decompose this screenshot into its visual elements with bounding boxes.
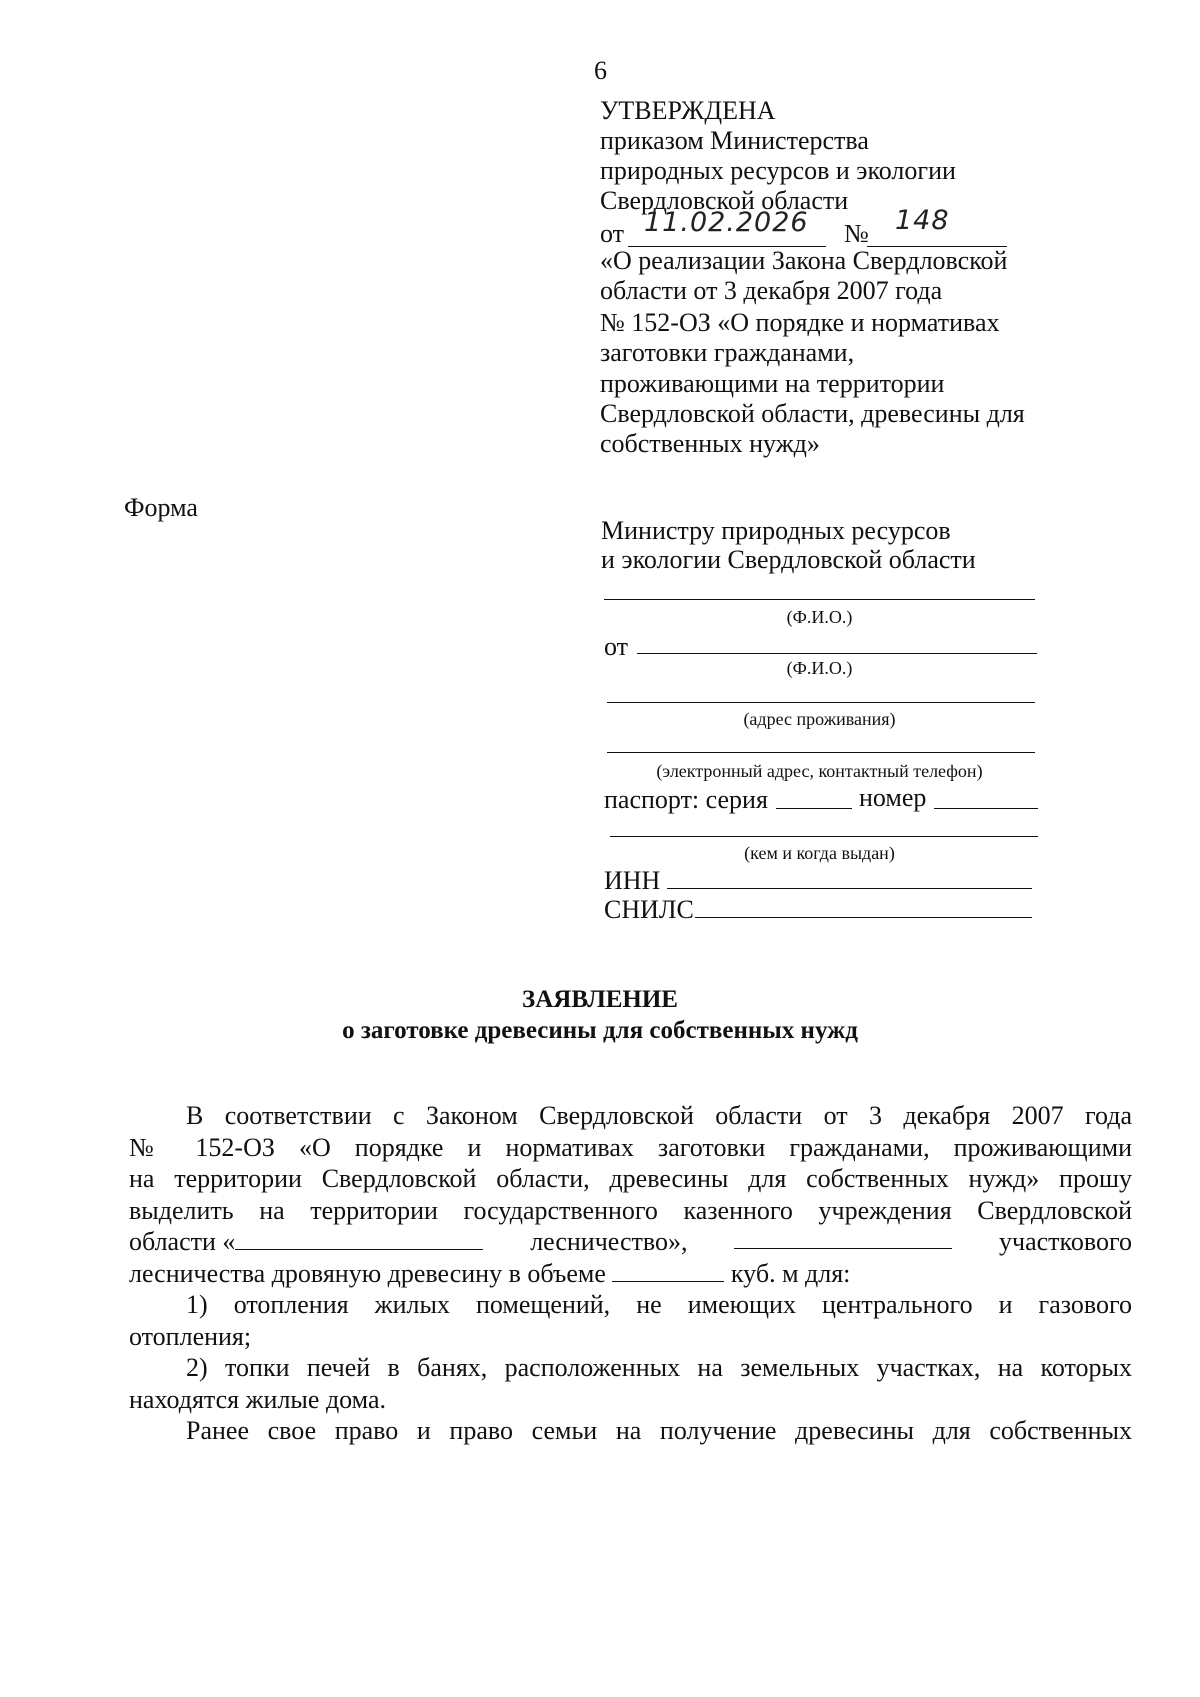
inn-label: ИНН [604,866,661,895]
volume-prefix: лесничества дровяную древесину в объеме [129,1258,606,1288]
passport-series-line [776,808,852,809]
approval-title-line: заготовки гражданами, [600,338,855,367]
statement-subtitle: о заготовке древесины для собственных нужд [342,1017,858,1044]
minister-fio-line [604,599,1035,600]
item-2-line: находятся жилые дома. [129,1384,386,1414]
fio-caption: (Ф.И.О.) [786,607,853,627]
body-line: № 152-ОЗ «О порядке и нормативах заготовки гражданами, проживающими [129,1132,1132,1162]
district-forestry-label: участкового [999,1227,1132,1256]
item-1-line: отопления; [129,1321,252,1351]
address-caption: (адрес проживания) [743,709,896,729]
forestry-prefix: области « [129,1226,483,1258]
statement-title: ЗАЯВЛЕНИЕ [522,986,678,1013]
volume-unit: куб. м для: [730,1258,851,1288]
snils-label: СНИЛС [604,895,694,924]
approval-title-line: № 152-ОЗ «О порядке и нормативах [600,308,1000,337]
volume-blank [612,1259,724,1282]
page-number: 6 [594,56,607,85]
passport-number-line [934,808,1038,809]
paragraph-2-line: Ранее свое право и право семьи на получение древесины для собственных [186,1416,1132,1445]
passport-series-label: паспорт: серия [604,785,768,814]
approval-line: приказом Министерства [600,126,869,155]
approval-title-line: проживающими на территории [600,369,945,398]
contact-caption: (электронный адрес, контактный телефон) [656,761,983,781]
approval-line: природных ресурсов и экологии [600,156,956,185]
approval-title-line: Свердловской области, древесины для [600,399,1025,428]
forestry-suffix: лесничество», [530,1227,688,1256]
approval-line: Свердловской области [600,186,849,215]
form-label: Форма [124,493,198,522]
approval-number-prefix: № [844,219,869,248]
forestry-blank [235,1227,483,1250]
issued-caption: (кем и когда выдан) [744,843,895,863]
contact-line [607,752,1035,753]
address-line [607,702,1035,703]
body-line: В соответствии с Законом Свердловской области от 3 декабря 2007 года [186,1101,1132,1130]
addressee-line: Министру природных ресурсов [601,516,951,545]
forestry-line [129,1226,1132,1258]
from-label: от [604,632,629,661]
item-2-line: 2) топки печей в банях, расположенных на земельных участках, на которых [186,1353,1132,1382]
approval-date-handwritten: 11.02.2026 [644,207,809,238]
approval-number-handwritten: 148 [895,205,950,236]
district-forestry-blank [734,1226,952,1249]
volume-line [129,1258,1132,1290]
approval-title-line: области от 3 декабря 2007 года [600,276,943,305]
body-line: выделить на территории государственного казенного учреждения Свердловской [129,1195,1132,1225]
applicant-fio-line [637,653,1037,654]
fio-caption: (Ф.И.О.) [786,658,853,678]
issued-line [610,836,1038,837]
approval-title-line: собственных нужд» [600,429,820,458]
inn-line [667,888,1032,889]
approval-heading: УТВЕРЖДЕНА [600,96,776,125]
body-line: на территории Свердловской области, древесины для собственных нужд» прошу [129,1164,1132,1193]
item-1-line: 1) отопления жилых помещений, не имеющих центрального и газового [186,1290,1132,1319]
snils-line [695,917,1032,918]
statement-body [129,1100,1132,1447]
approval-date-prefix: от [600,219,625,248]
approval-title-line: «О реализации Закона Свердловской [600,246,1008,275]
passport-number-label: номер [859,783,927,812]
addressee-line: и экологии Свердловской области [601,545,976,574]
